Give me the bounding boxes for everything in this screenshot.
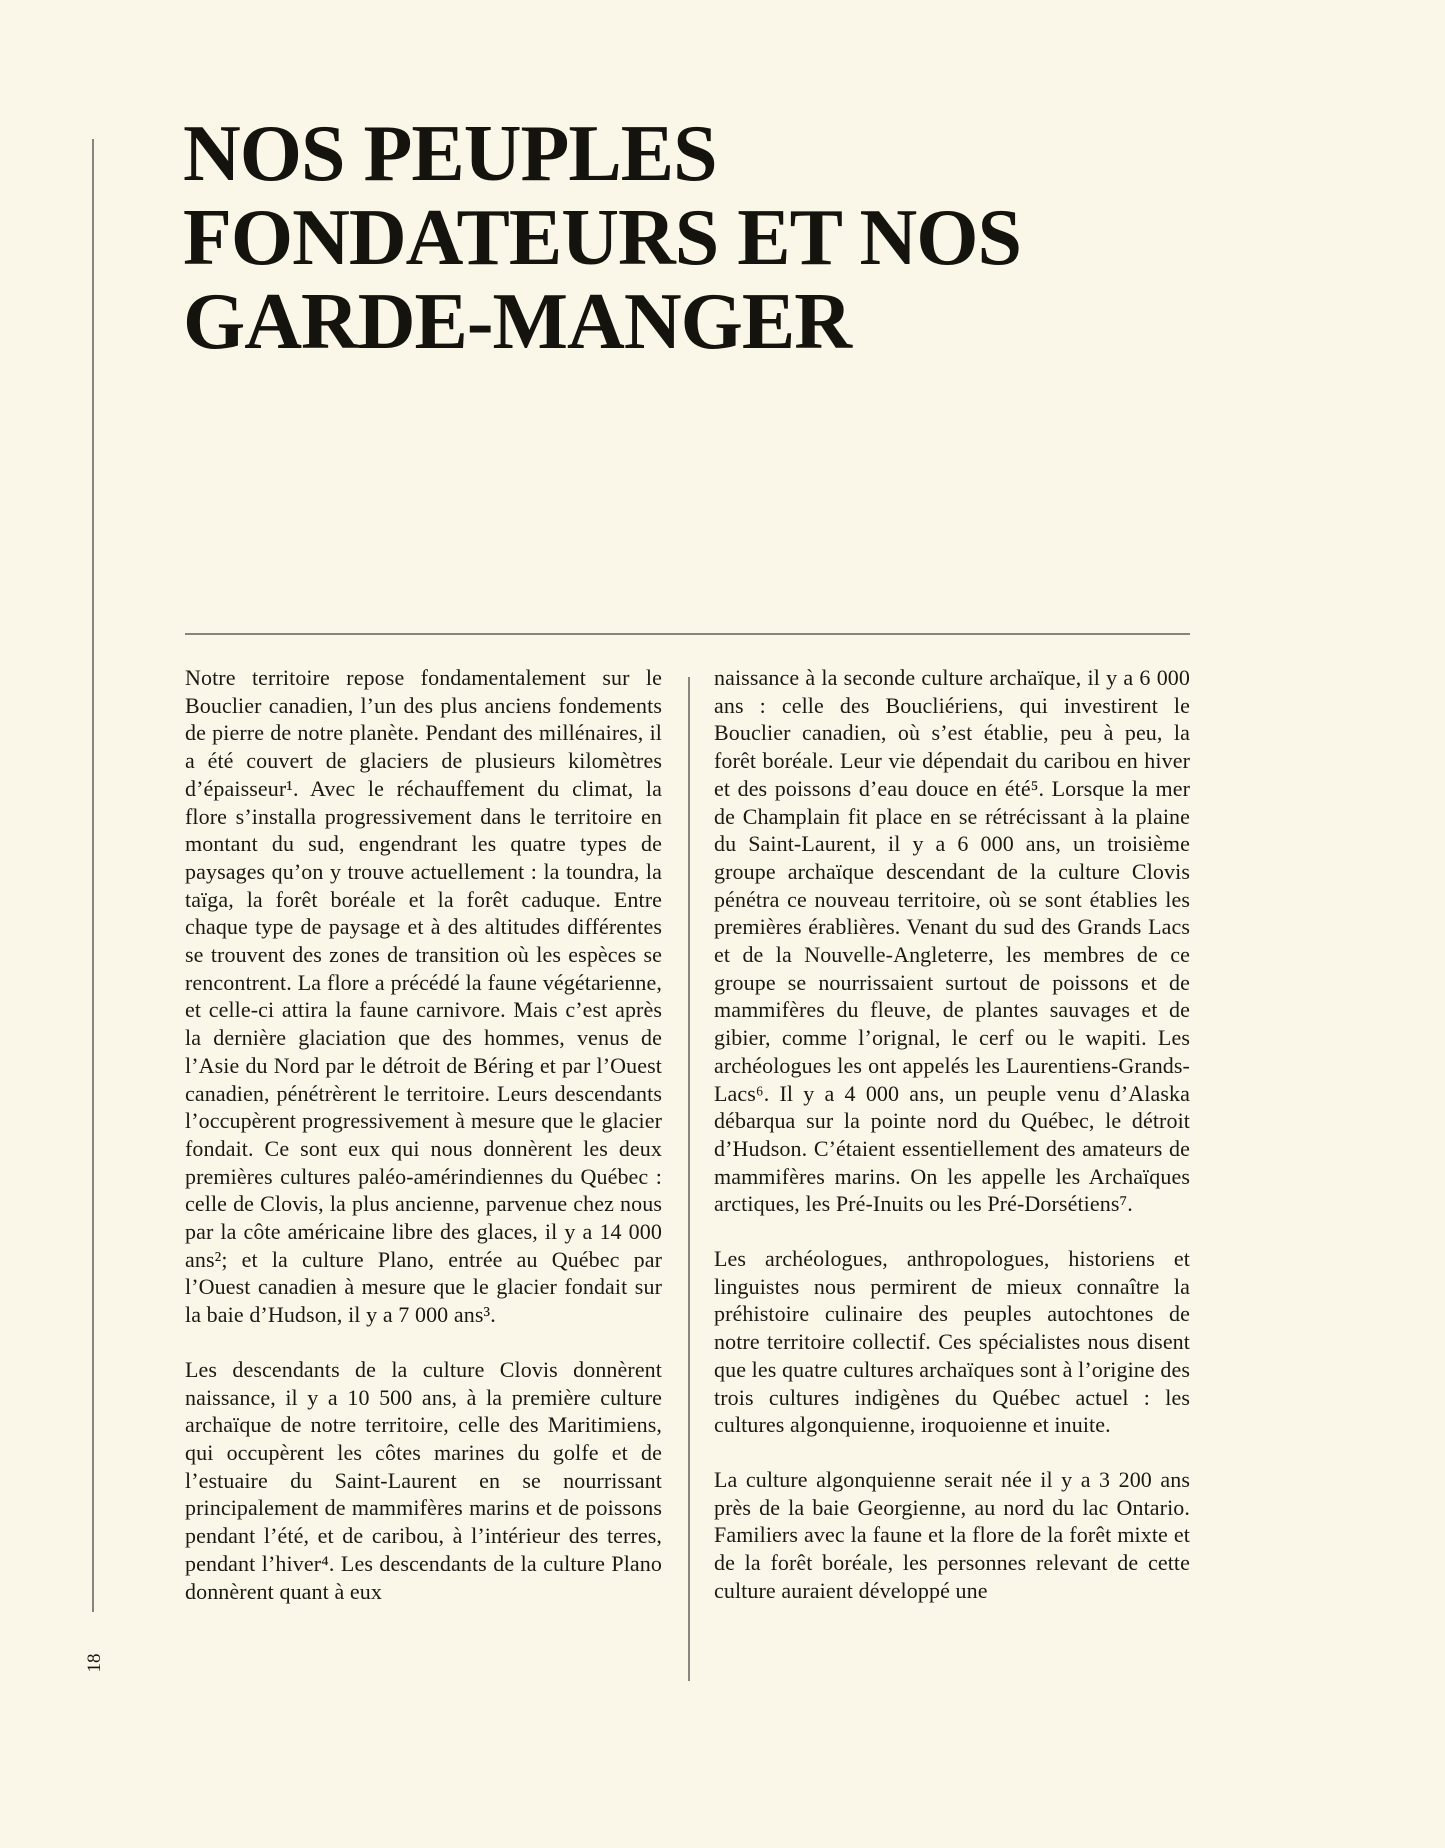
title-accent-rule (92, 139, 94, 1612)
page-title-line-2: FONDATEURS ET NOS (183, 194, 1021, 282)
body-paragraph: Les archéologues, anthropologues, historiens et linguistes nous permirent de mieux connaître la préhistoire culinaire des peuples autochtones de notre territoire collectif. Ces spécialistes nous disent que les quatre cultures archaïques sont à l’origine des trois cultures indigènes du Québec actuel : les cultures algonquienne, iroquoienne et inuite. (714, 1246, 1190, 1438)
page-title (183, 112, 1021, 364)
body-paragraph: naissance à la seconde culture archaïque, il y a 6 000 ans : celle des Boucliériens, qui investirent le Bouclier canadien, où s’est établie, peu à peu, la forêt boréale. Leur vie dépendait du caribou en hiver et des poissons d’eau douce en été⁵. Lorsque la mer de Champlain fit place en se rétrécissant à la plaine du Saint-Laurent, il y a 6 000 ans, un troisième groupe archaïque descendant de la culture Clovis pénétra ce nouveau territoire, où se sont établies les premières érablières. Venant du sud des Grands Lacs et de la Nouvelle-Angleterre, les membres de ce groupe se nourrissaient surtout de poissons et de mammifères du fleuve, de plantes sauvages et de gibier, comme l’orignal, le cerf ou le wapiti. Les archéologues les ont appelés les Laurentiens-Grands-Lacs⁶. Il y a 4 000 ans, un peuple venu d’Alaska débarqua sur la pointe nord du Québec, le détroit d’Hudson. C’étaient essentiellement des amateurs de mammifères marins. On les appelle les Archaïques arctiques, les Pré-Inuits ou les Pré-Dorsétiens⁷. (714, 665, 1190, 1217)
text-column-right (714, 664, 1190, 1632)
text-column-left (185, 664, 662, 1632)
body-paragraph: Les descendants de la culture Clovis donnèrent naissance, il y a 10 500 ans, à la première culture archaïque de notre territoire, celle des Maritimiens, qui occupèrent les côtes marines du golfe et de l’estuaire du Saint-Laurent en se nourrissant principalement de mammifères marins et de poissons pendant l’été, et de caribou, à l’intérieur des terres, pendant l’hiver⁴. Les descendants de la culture Plano donnèrent quant à eux (185, 1356, 662, 1604)
page-title-line-3: GARDE-MANGER (183, 278, 851, 366)
body-paragraph: La culture algonquienne serait née il y a 3 200 ans près de la baie Georgienne, au nord du lac Ontario. Familiers avec la faune et la flore de la forêt mixte et de la forêt boréale, les personnes relevant de cette culture auraient développé une (714, 1466, 1190, 1603)
page-title-line-1: NOS PEUPLES (183, 110, 717, 198)
section-divider-rule (185, 633, 1190, 635)
page-number: 18 (84, 1653, 105, 1673)
body-paragraph: Notre territoire repose fondamentalement sur le Bouclier canadien, l’un des plus anciens fondements de pierre de notre planète. Pendant des millénaires, il a été couvert de glaciers de plusieurs kilomètres d’épaisseur¹. Avec le réchauffement du climat, la flore s’installa progressivement dans le territoire en montant du sud, engendrant les quatre types de paysages qu’on y trouve actuellement : la toundra, la taïga, la forêt boréale et la forêt caduque. Entre chaque type de paysage et à des altitudes différentes se trouvent des zones de transition où les espèces se rencontrent. La flore a précédé la faune végétarienne, et celle-ci attira la faune carnivore. Mais c’est après la dernière glaciation que des hommes, venus de l’Asie du Nord par le détroit de Béring et par l’Ouest canadien, pénétrèrent le territoire. Leurs descendants l’occupèrent progressivement à mesure que le glacier fondait. Ce sont eux qui nous donnèrent les deux premières cultures paléo-amérindiennes du Québec : celle de Clovis, la plus ancienne, parvenue chez nous par la côte américaine libre des glaces, il y a 14 000 ans²; et la culture Plano, entrée au Québec par l’Ouest canadien à mesure que le glacier fondait sur la baie d’Hudson, il y a 7 000 ans³. (185, 665, 662, 1328)
column-divider-rule (688, 677, 690, 1681)
